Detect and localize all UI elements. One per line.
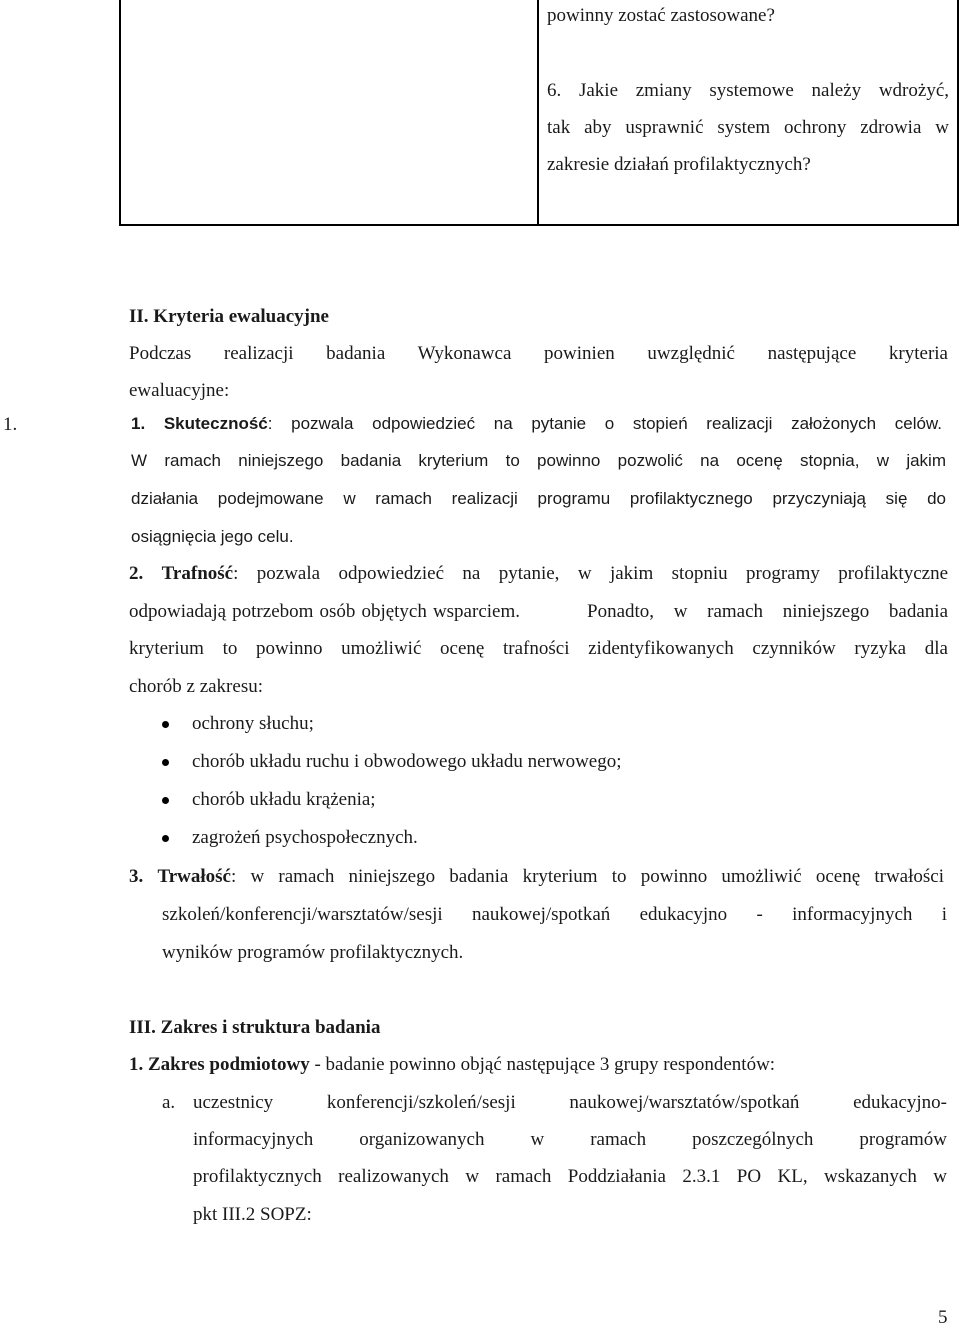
criterion-1-text: : pozwala odpowiedzieć na pytanie o stopień realizacji założonych celów.	[267, 414, 942, 433]
bullet-icon	[162, 759, 169, 766]
criterion-2-text: : pozwala odpowiedzieć na pytanie, w jakim stopniu programy profilaktyczne	[233, 563, 949, 584]
criterion-3-line1	[129, 866, 944, 888]
criterion-2-line1	[129, 563, 948, 585]
table-fragment	[119, 0, 959, 226]
criterion-1-line3: działania podejmowane w ramach realizacji programu profilaktycznego przyczyniają się do	[131, 489, 946, 508]
table-question-6-line2: tak aby usprawnić system ochrony zdrowia w	[547, 117, 949, 138]
criterion-1-line1	[131, 414, 942, 434]
criterion-1-line2: W ramach niniejszego badania kryterium to powinno pozwolić na ocenę stopnia, w jakim	[131, 451, 946, 470]
criterion-3-text: : w ramach niniejszego badania kryterium to powinno umożliwić ocenę trwałości	[231, 866, 944, 887]
section-2-intro-line2: ewaluacyjne:	[129, 380, 230, 401]
scope-name: Zakres podmiotowy	[148, 1054, 310, 1075]
item-a-line2: informacyjnych organizowanych w ramach poszczególnych programów	[193, 1129, 947, 1150]
criterion-3-line2: szkoleń/konferencji/warsztatów/sesji naukowej/spotkań edukacyjno - informacyjnych i	[162, 904, 947, 925]
scope-number: 1.	[129, 1054, 144, 1075]
section-2-intro: Podczas realizacji badania Wykonawca powinien uwzględnić następujące kryteria	[129, 343, 948, 364]
list-item: chorób układu ruchu i obwodowego układu nerwowego;	[192, 751, 622, 772]
table-border-middle	[537, 0, 539, 226]
criterion-2-line3: kryterium to powinno umożliwić ocenę trafności zidentyfikowanych czynników ryzyka dla	[129, 638, 948, 659]
list-item: zagrożeń psychospołecznych.	[192, 827, 418, 848]
criterion-1-name: Skuteczność	[163, 414, 268, 433]
criterion-1-number: 1.	[131, 414, 146, 433]
criterion-2-line2a: odpowiadają potrzebom osób objętych wsparciem.	[129, 601, 520, 622]
item-a-line4: pkt III.2 SOPZ:	[193, 1204, 312, 1225]
criterion-3-name: Trwałość	[157, 866, 231, 887]
criterion-2-number: 2.	[129, 563, 144, 584]
scope-line	[129, 1054, 775, 1076]
table-border-right	[957, 0, 959, 226]
item-a-line3: profilaktycznych realizowanych w ramach Poddziałania 2.3.1 PO KL, wskazanych w	[193, 1166, 947, 1187]
item-a-line1: uczestnicy konferencji/szkoleń/sesji naukowej/warsztatów/spotkań edukacyjno-	[193, 1092, 947, 1113]
table-cell-line: powinny zostać zastosowane?	[547, 5, 775, 26]
criterion-3-line3: wyników programów profilaktycznych.	[162, 942, 464, 963]
section-2-heading: II. Kryteria ewaluacyjne	[129, 306, 329, 327]
margin-list-number: 1.	[3, 414, 18, 435]
section-3-heading: III. Zakres i struktura badania	[129, 1017, 381, 1038]
page-number: 5	[938, 1307, 948, 1328]
item-a-letter: a.	[162, 1092, 176, 1113]
bullet-icon	[162, 721, 169, 728]
bullet-icon	[162, 797, 169, 804]
list-item: ochrony słuchu;	[192, 713, 314, 734]
criterion-1-line4: osiągnięcia jego celu.	[131, 527, 294, 546]
scope-text: - badanie powinno objąć następujące 3 grupy respondentów:	[309, 1054, 776, 1075]
list-item: chorób układu krążenia;	[192, 789, 376, 810]
criterion-3-number: 3.	[129, 866, 144, 887]
criterion-2-line4: chorób z zakresu:	[129, 676, 263, 697]
table-question-6: 6. Jakie zmiany systemowe należy wdrożyć,	[547, 80, 949, 101]
bullet-icon	[162, 835, 169, 842]
table-question-6-line3: zakresie działań profilaktycznych?	[547, 154, 811, 175]
table-border-bottom	[119, 224, 959, 226]
criterion-2-name: Trafność	[161, 563, 234, 584]
criterion-2-line2b: Ponadto, w ramach niniejszego badania	[587, 601, 948, 622]
table-border-left	[119, 0, 121, 226]
